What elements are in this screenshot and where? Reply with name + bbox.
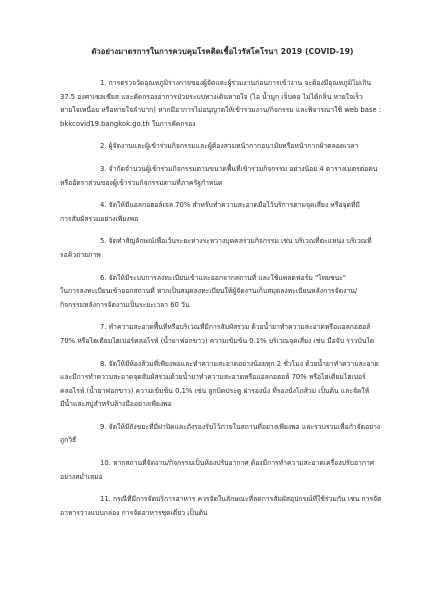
measure-line: หรืออัตราส่วนของผู้เข้าร่วมกิจกรรมตามที่ภาครัฐกำหนด (60, 178, 223, 187)
measure-item-9 (60, 421, 385, 448)
measure-item-3 (60, 163, 385, 190)
document-title: ตัวอย่างมาตรการในการควบคุมโรคติดเชื้อไวรัสโคโรนา 2019 (COVID-19) (91, 47, 354, 56)
measure-item-6 (60, 272, 385, 313)
measure-line: 70% หรือไฮเดียมไฮเปอร์คลอไรท์ (น้ำยาฟอกขาว) ความเข้มข้น 0.1% บริเวณจุดเสี่ยง เช่น มือจับ ราวบันได (60, 336, 375, 345)
measure-line: 8. จัดให้มีห้องส้วมที่เพียงพอและทำความสะอาดอย่างน้อยทุก 2 ชั่วโมง ด้วยน้ำยาทำความสะอาด (100, 359, 379, 368)
measure-line: 37.5 องศาเซลเซียส และคัดกรองอาการป่วยระบบทางเดินหายใจ (ไอ น้ำมูก เจ็บคอ ไม่ได้กลิ่น หายใจเร็ว (60, 92, 363, 101)
measure-item-8 (60, 358, 385, 412)
measure-line: 10. หากสถานที่จัดงาน/กิจกรรมเป็นห้องปรับอากาศ ต้องมีการทำความสะอาดเครื่องปรับอากาศ (100, 459, 375, 468)
measure-line: 4. จัดให้มีแอลกอฮอล์เจล 70% สำหรับทำความสะอาดมือไว้บริการตามจุดเสี่ยง หรือจุดที่มี (100, 201, 360, 210)
measure-line: กิจกรรมหลังการจัดงานเป็นระยะเวลา 60 วัน (60, 300, 190, 309)
measure-line: 1. การตรวจวัดอุณหภูมิร่างกายของผู้จัดและผู้ร่วมงานก่อนการเข้างาน จะต้องมีอุณหภูมิไม่เกิน (100, 79, 372, 87)
measure-line: คลอไรท์ (น้ำยาฟอกขาว) ความเข้มข้น 0.1% เช่น ลูกบิดประตู ฝารองนั่ง ที่รองนั่งโถส้วม เป็นต้น และจัดให้ (60, 386, 370, 395)
measure-line: อาหารว่างแบบกล่อง การจัดอาหารชุดเดี่ยว เป็นต้น (60, 508, 208, 517)
measure-item-4 (60, 199, 385, 226)
measure-line: 3. จำกัดจำนวนผู้เข้าร่วมกิจกรรมตามขนาดพื้นที่เข้าร่วมกิจกรรม อย่างน้อย 4 ตารางเมตรต่อคน (100, 164, 378, 173)
measure-item-1 (60, 77, 385, 131)
measure-item-11 (60, 493, 385, 520)
measure-line: อย่างสม่ำเสมอ (60, 472, 103, 481)
measure-item-10 (60, 457, 385, 484)
measure-line: 5. จัดทำสัญลักษณ์เพื่อเว้นระยะห่างระหว่างบุคคลร่วมกิจกรรม เช่น บริเวณที่ตะแหน่ง บริเวณที่ (100, 237, 372, 246)
measure-line: 2. ผู้จัดงานและผู้เข้าร่วมกิจกรรมและผู้ต้องสวมหน้ากากอนามัยหรือหน้ากากผ้าตลอดเวลา (100, 142, 359, 151)
measure-line: มีน้ำและสบู่สำหรับล้างมืออย่างเพียงพอ (60, 400, 172, 409)
measure-line: หายใจเหนื่อย หรือหายใจลำบาก) หากมีอาการไม่อนุญาตให้เข้าร่วมงาน/กิจกรรม และพิจารณาใช้ web base : (60, 106, 382, 115)
measure-line: ในการลงทะเบียนเข้าออกสถานที่ หากเป็นสมุดลงทะเบียนให้ผู้จัดงานเก็บสมุดลงทะเบียนหลังการจัดงาน/ (60, 287, 358, 296)
measure-line: 7. ทำความสะอาดพื้นที่หรือบริเวณที่มีการสัมผัสร่วม ด้วยน้ำยาทำความสะอาดหรือแอลกอฮอล์ (100, 323, 371, 332)
measure-line: 9. จัดให้มีถังขยะที่มีฝาปิดและถังรองรับไว้ภายในสถานที่อย่างเพียงพอ และรวบรวมเพื่อกำจัดอย่าง (100, 422, 381, 431)
measure-item-5 (60, 235, 385, 262)
measure-line: bkkcovid19.bangkok.go.th ในการคัดกรอง (60, 119, 196, 128)
measure-line: รอคิวถ่ายภาพ (60, 250, 101, 259)
measure-line: 11. กรณีที่มีการจัดบริการอาหาร ควรจัดในลักษณะที่ลดการสัมผัสอุปกรณ์ที่ใช้ร่วมกัน เช่น การจัด (100, 495, 382, 504)
measure-line: ถูกวิธี (60, 436, 77, 445)
measure-line: 6. จัดให้มีระบบการลงทะเบียนเข้าและออกจากสถานที่ และใช้แพลตฟอร์ม "ไทยชนะ" (100, 273, 347, 282)
measure-item-7 (60, 321, 385, 348)
measure-line: การสัมผัสร่วมอย่างเพียงพอ (60, 214, 139, 223)
measure-item-2 (60, 140, 385, 154)
measure-line: และมีการทำความสะอาดจุดสัมผัสร่วมด้วยน้ำยาทำความสะอาดหรือแอลกอฮอล์ 70% หรือไฮเดียมไฮเปอร์ (60, 373, 366, 382)
measures-list (60, 77, 385, 520)
